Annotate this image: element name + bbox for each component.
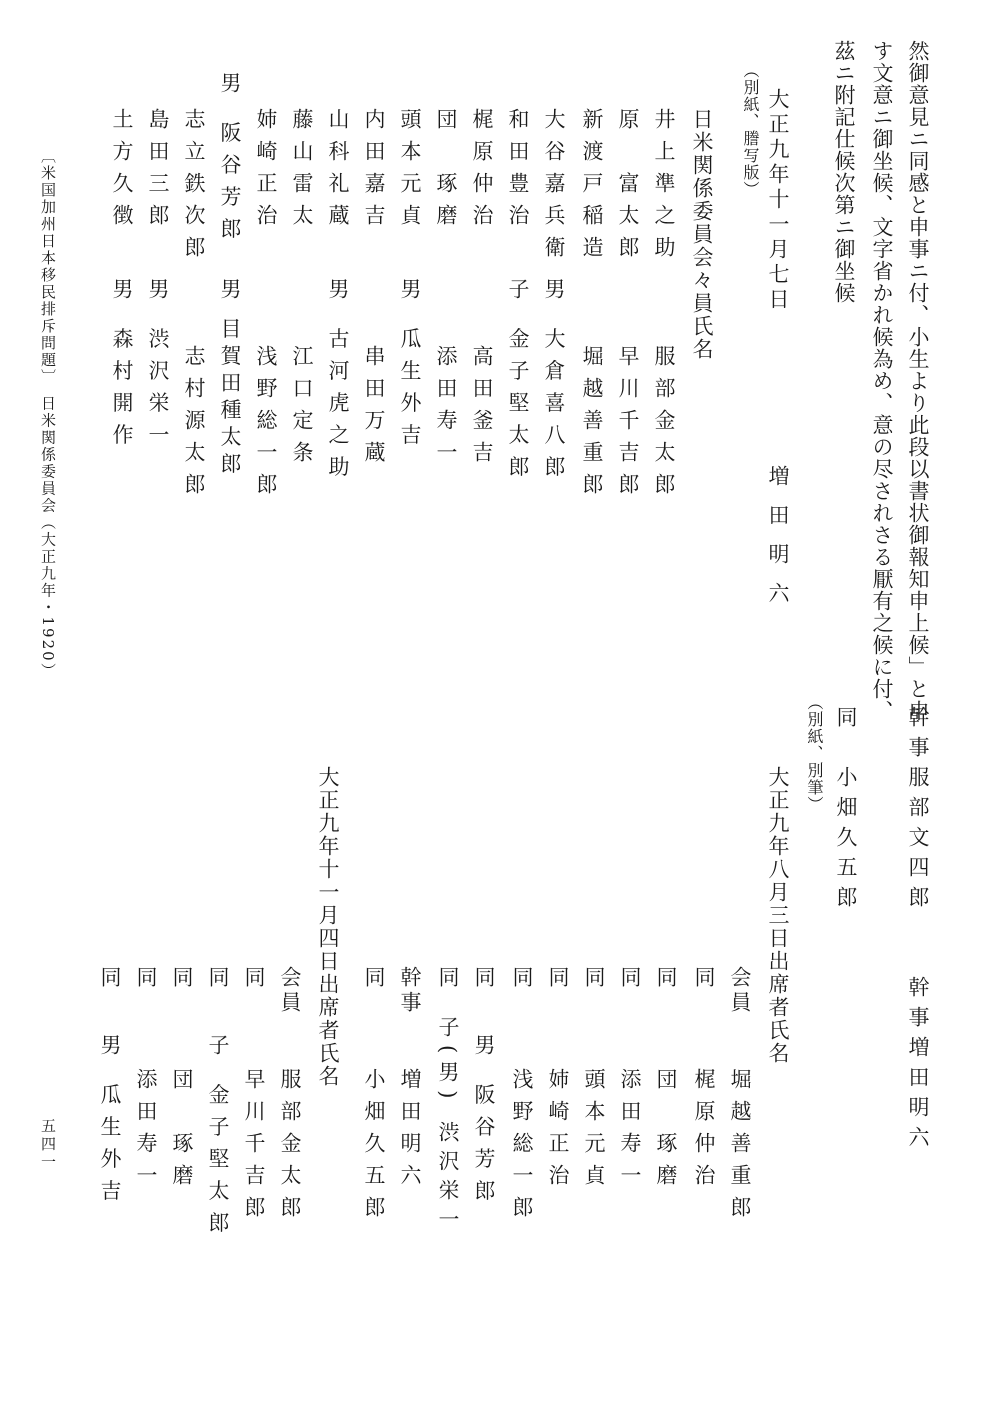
upper-name-2a: 原 富太郎 (616, 108, 640, 268)
upper-name-6a: 梶原仲治 (470, 108, 494, 236)
aug-role-4: 同 (618, 966, 642, 998)
upper-name-7b: 添田寿一 (434, 345, 458, 473)
aug-role-11: 同 (362, 966, 386, 998)
nov-role-4: 同 (170, 966, 194, 998)
letter-signature: 増田明六 (766, 465, 790, 621)
upper-name-8b: 男 瓜生外吉 (398, 278, 422, 456)
upper-name-10a: 山科礼蔵 (326, 108, 350, 236)
upper-name-3a: 新渡戸稲造 (580, 108, 604, 268)
upper-name-15a: 島田三郎 (146, 108, 170, 236)
upper-name-1a: 井上準之助 (652, 108, 676, 268)
lower-officers-line-2: 同 小畑久五郎 (834, 706, 858, 916)
upper-name-16a: 土方久徴 (110, 108, 134, 236)
aug-role-6: 同 (546, 966, 570, 998)
upper-name-5b: 子 金子堅太郎 (506, 278, 530, 488)
upper-name-11a: 藤山雷太 (290, 108, 314, 236)
upper-name-1b: 服部金太郎 (652, 345, 676, 505)
aug-title: 大正九年八月三日出席者氏名 (766, 766, 790, 1065)
aug-name-7: 浅野総一郎 (510, 1068, 534, 1228)
upper-name-15b: 男 渋沢栄一 (146, 278, 170, 456)
aug-role-7: 同 (510, 966, 534, 998)
aug-name-4: 添田寿一 (618, 1068, 642, 1196)
aug-role-8: 同 (472, 966, 496, 998)
nov-role-2: 同 (242, 966, 266, 998)
aug-name-6: 姉崎正治 (546, 1068, 570, 1196)
aug-role-9: 同 (436, 966, 460, 998)
upper-name-8a: 頭本元貞 (398, 108, 422, 236)
aug-name-2: 梶原仲治 (692, 1068, 716, 1196)
letter-line-3: 茲ニ附記仕候次第ニ御坐候 (832, 40, 856, 304)
nov-name-5: 添田寿一 (134, 1068, 158, 1196)
upper-name-10b: 男 古河虎之助 (326, 278, 350, 488)
page-number: 五四一 (39, 1118, 57, 1172)
upper-name-11b: 江口定条 (290, 345, 314, 473)
aug-name-8: 男 阪谷芳郎 (472, 1034, 496, 1212)
upper-name-6b: 高田釜吉 (470, 345, 494, 473)
aug-name-1: 堀越善重郎 (728, 1068, 752, 1228)
aug-role-3: 同 (654, 966, 678, 998)
nov-name-4: 団 琢磨 (170, 1068, 194, 1196)
aug-name-3: 団 琢磨 (654, 1068, 678, 1196)
upper-name-4b: 男 大倉喜八郎 (542, 278, 566, 488)
lower-note: （別紙、別筆） (805, 694, 824, 813)
nov-role-5: 同 (134, 966, 158, 998)
upper-name-2b: 早川千吉郎 (616, 345, 640, 505)
upper-name-5a: 和田豊治 (506, 108, 530, 236)
aug-role-5: 同 (582, 966, 606, 998)
upper-name-3b: 堀越善重郎 (580, 345, 604, 505)
upper-name-12a: 姉崎正治 (254, 108, 278, 236)
nov-role-3: 同 (206, 966, 230, 998)
running-header: 〔米国加州日本移民排斥問題〕 日米関係委員会（大正九年・1920） (39, 148, 57, 680)
aug-role-1: 会員 (728, 966, 752, 1016)
letter-line-2: す文意ニ御坐候、文字省かれ候為め、意の尽されさる厭有之候に付、 (870, 40, 894, 722)
aug-role-2: 同 (692, 966, 716, 998)
aug-name-11: 小畑久五郎 (362, 1068, 386, 1228)
upper-name-13a: 男 阪谷芳郎 (218, 72, 242, 250)
letter-line-1: 然御意見ニ同感と申事ニ付、小生より此段以書状御報知申上候」と申 (906, 40, 930, 722)
upper-name-14b: 志村源太郎 (182, 345, 206, 505)
upper-name-9b: 串田万蔵 (362, 345, 386, 473)
nov-name-2: 早川千吉郎 (242, 1068, 266, 1228)
nov-name-3: 子 金子堅太郎 (206, 1034, 230, 1244)
lower-officers-line-1: 幹事服部文四郎 幹事増田明六 (906, 706, 930, 1156)
nov-role-1: 会員 (278, 966, 302, 1016)
upper-name-13b: 男 目賀田種太郎 (218, 278, 242, 480)
upper-name-4a: 大谷嘉兵衛 (542, 108, 566, 268)
nov-title: 大正九年十一月四日出席者氏名 (316, 766, 340, 1088)
aug-role-10: 幹事 (398, 966, 422, 1016)
aug-name-5: 頭本元貞 (582, 1068, 606, 1196)
upper-list-title: 日米関係委員会々員氏名 (690, 108, 714, 361)
aug-name-9: 子(男) 渋沢栄一 (436, 1016, 460, 1238)
nov-name-1: 服部金太郎 (278, 1068, 302, 1228)
aug-name-10: 増田明六 (398, 1068, 422, 1196)
upper-list-note: （別紙、謄写版） (741, 62, 760, 198)
upper-name-14a: 志立鉄次郎 (182, 108, 206, 268)
upper-name-7a: 団 琢磨 (434, 108, 458, 236)
upper-name-16b: 男 森村開作 (110, 278, 134, 456)
nov-role-6: 同 (98, 966, 122, 998)
nov-name-6: 男 瓜生外吉 (98, 1034, 122, 1212)
upper-name-12b: 浅野総一郎 (254, 345, 278, 505)
letter-date: 大正九年十一月七日 (766, 88, 790, 313)
upper-name-9a: 内田嘉吉 (362, 108, 386, 236)
